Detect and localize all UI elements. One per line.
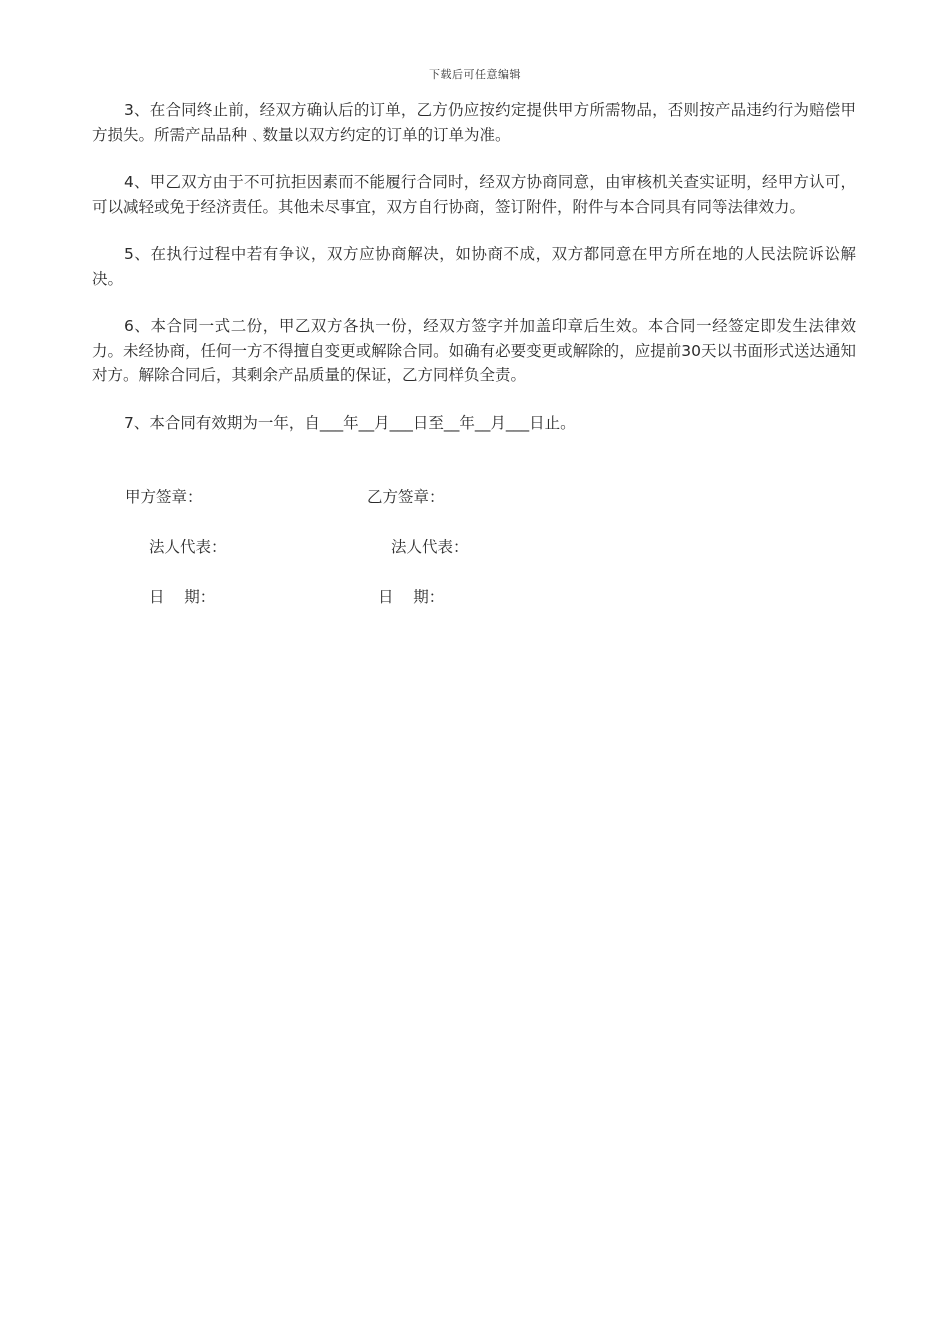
party-a-rep-label: 法人代表： (149, 538, 227, 556)
clause-4: 4、甲乙双方由于不可抗拒因素而不能履行合同时，经双方协商同意，由审核机关查实证明，经甲方认可，可以减轻或免于经济责任。其他未尽事宜，双方自行协商，签订附件，附件与本合同具有同等法律效力。 (92, 173, 856, 216)
signature-row-seal (0, 485, 950, 509)
clause-3: 3、在合同终止前，经双方确认后的订单，乙方仍应按约定提供甲方所需物品，否则按产品违约行为赔偿甲方损失。所需产品品种﹑数量以双方约定的订单的订单为准。 (92, 101, 856, 144)
party-b-rep-label: 法人代表： (391, 538, 469, 556)
page-header-note: 下载后可任意编辑 (429, 68, 521, 81)
party-a-seal-label: 甲方签章： (125, 488, 203, 506)
party-b-seal-label: 乙方签章： (367, 488, 445, 506)
party-a-date-label: 日 期： (149, 588, 216, 606)
signature-row-date (0, 585, 950, 609)
party-b-date-label: 日 期： (378, 588, 445, 606)
clause-5: 5、在执行过程中若有争议，双方应协商解决，如协商不成，双方都同意在甲方所在地的人民法院诉讼解决。 (92, 245, 856, 288)
signature-row-representative (0, 535, 950, 559)
contract-body (92, 98, 856, 458)
clause-6: 6、本合同一式二份，甲乙双方各执一份，经双方签字并加盖印章后生效。本合同一经签定即发生法律效力。未经协商，任何一方不得擅自变更或解除合同。如确有必要变更或解除的，应提前30天以书面形式送达通知对方。解除合同后，其剩余产品质量的保证，乙方同样负全责。 (92, 317, 856, 384)
clause-7: 7、本合同有效期为一年，自___年__月___日至__年__月___日止。 (124, 413, 576, 432)
